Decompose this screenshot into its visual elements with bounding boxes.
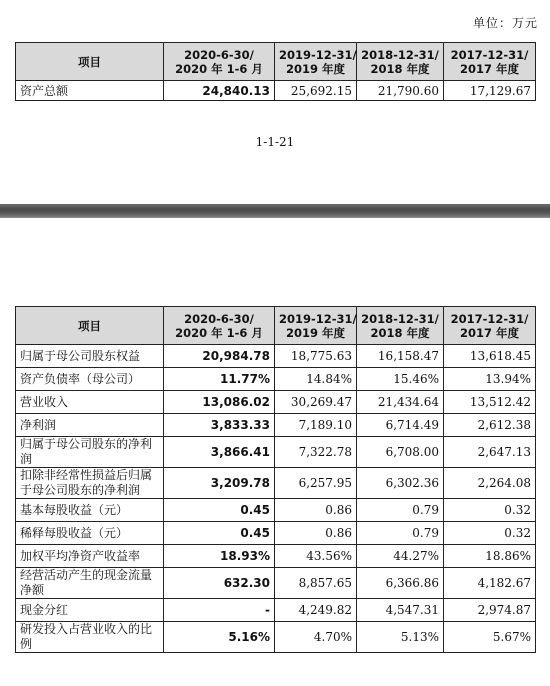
table-row <box>16 345 536 368</box>
value-2017: 2,264.08 <box>444 468 536 499</box>
header-2020-line1: 2020-6-30/ <box>184 311 254 326</box>
value-2017: 2,612.38 <box>444 414 536 437</box>
row-label: 营业收入 <box>16 391 164 414</box>
table-row <box>16 368 536 391</box>
header-2020-line2: 2020 年 1-6 月 <box>175 61 263 76</box>
table-row <box>16 437 536 468</box>
header-2018-line1: 2018-12-31/ <box>361 311 439 326</box>
value-2020: 13,086.02 <box>164 391 275 414</box>
value-2017: 0.32 <box>444 499 536 522</box>
header-item: 项目 <box>16 43 164 81</box>
value-2020: 632.30 <box>164 568 275 599</box>
value-2017: 0.32 <box>444 522 536 545</box>
row-label: 归属于母公司股东的净利润 <box>16 437 164 468</box>
table-header-row <box>16 307 536 345</box>
value-2017: 5.67% <box>444 622 536 653</box>
value-2018: 21,434.64 <box>357 391 444 414</box>
value-2018: 0.79 <box>357 499 444 522</box>
table-row <box>16 522 536 545</box>
header-2018 <box>357 307 444 345</box>
value-2018: 6,708.00 <box>357 437 444 468</box>
row-label: 现金分红 <box>16 599 164 622</box>
row-label: 归属于母公司股东权益 <box>16 345 164 368</box>
value-2018: 4,547.31 <box>357 599 444 622</box>
header-item: 项目 <box>16 307 164 345</box>
header-2017-line1: 2017-12-31/ <box>450 47 529 62</box>
page-divider <box>0 204 550 218</box>
row-label: 稀释每股收益（元） <box>16 522 164 545</box>
value-2017: 2,647.13 <box>444 437 536 468</box>
value-2020: 0.45 <box>164 522 275 545</box>
row-label: 资产负债率（母公司） <box>16 368 164 391</box>
value-2018: 6,714.49 <box>357 414 444 437</box>
value-2020: 3,833.33 <box>164 414 275 437</box>
value-2017: 13,512.42 <box>444 391 536 414</box>
value-2019: 43.56% <box>275 545 357 568</box>
header-2019 <box>275 43 357 81</box>
value-2019: 0.86 <box>275 499 357 522</box>
row-label: 净利润 <box>16 414 164 437</box>
unit-label: 单位：万元 <box>472 16 538 30</box>
header-2020 <box>164 43 275 81</box>
table-row <box>16 545 536 568</box>
header-2020 <box>164 307 275 345</box>
header-2019-line2: 2019 年度 <box>285 61 345 76</box>
value-2017: 13,618.45 <box>444 345 536 368</box>
table-row <box>16 568 536 599</box>
value-2020: - <box>164 599 275 622</box>
header-2019-line2: 2019 年度 <box>285 325 345 340</box>
table-header-row <box>16 43 536 81</box>
header-2017-line1: 2017-12-31/ <box>450 311 529 326</box>
value-2018: 5.13% <box>357 622 444 653</box>
value-2017: 4,182.67 <box>444 568 536 599</box>
value-2018: 44.27% <box>357 545 444 568</box>
value-2019: 18,775.63 <box>275 345 357 368</box>
key-financial-indicators-table <box>15 306 536 653</box>
value-2020: 11.77% <box>164 368 275 391</box>
header-2017 <box>444 307 536 345</box>
value-2020: 18.93% <box>164 545 275 568</box>
value-2019: 7,322.78 <box>275 437 357 468</box>
header-2017 <box>444 43 536 81</box>
row-label: 研发投入占营业收入的比例 <box>16 622 164 653</box>
row-label: 经营活动产生的现金流量净额 <box>16 568 164 599</box>
value-2018: 6,302.36 <box>357 468 444 499</box>
value-2017: 13.94% <box>444 368 536 391</box>
value-2020: 3,209.78 <box>164 468 275 499</box>
value-2018: 0.79 <box>357 522 444 545</box>
value-2020: 5.16% <box>164 622 275 653</box>
table-row <box>16 391 536 414</box>
table-row <box>16 468 536 499</box>
table-row <box>16 414 536 437</box>
value-2020: 20,984.78 <box>164 345 275 368</box>
value-2019: 14.84% <box>275 368 357 391</box>
value-2017: 2,974.87 <box>444 599 536 622</box>
header-2020-line2: 2020 年 1-6 月 <box>175 325 263 340</box>
value-2020: 24,840.13 <box>164 81 275 101</box>
row-label: 资产总额 <box>16 81 164 101</box>
header-2018 <box>357 43 444 81</box>
value-2019: 4.70% <box>275 622 357 653</box>
value-2019: 4,249.82 <box>275 599 357 622</box>
value-2017: 18.86% <box>444 545 536 568</box>
row-label: 基本每股收益（元） <box>16 499 164 522</box>
value-2020: 3,866.41 <box>164 437 275 468</box>
header-2017-line2: 2017 年度 <box>459 325 519 340</box>
value-2019: 30,269.47 <box>275 391 357 414</box>
value-2018: 16,158.47 <box>357 345 444 368</box>
value-2018: 21,790.60 <box>357 81 444 101</box>
value-2019: 7,189.10 <box>275 414 357 437</box>
header-2018-line1: 2018-12-31/ <box>361 47 439 62</box>
table-row <box>16 499 536 522</box>
header-2019-line1: 2019-12-31/ <box>279 311 357 326</box>
value-2019: 6,257.95 <box>275 468 357 499</box>
header-2017-line2: 2017 年度 <box>459 61 519 76</box>
total-assets-table <box>15 42 536 101</box>
header-2018-line2: 2018 年度 <box>370 325 430 340</box>
page-number: 1-1-21 <box>255 135 295 149</box>
value-2018: 15.46% <box>357 368 444 391</box>
table-row <box>16 599 536 622</box>
value-2019: 25,692.15 <box>275 81 357 101</box>
header-2019 <box>275 307 357 345</box>
value-2017: 17,129.67 <box>444 81 536 101</box>
value-2020: 0.45 <box>164 499 275 522</box>
value-2019: 0.86 <box>275 522 357 545</box>
header-2018-line2: 2018 年度 <box>370 61 430 76</box>
row-label: 加权平均净资产收益率 <box>16 545 164 568</box>
row-label: 扣除非经常性损益后归属于母公司股东的净利润 <box>16 468 164 499</box>
header-2020-line1: 2020-6-30/ <box>184 47 254 62</box>
value-2019: 8,857.65 <box>275 568 357 599</box>
header-2019-line1: 2019-12-31/ <box>279 47 357 62</box>
value-2018: 6,366.86 <box>357 568 444 599</box>
table-row <box>16 81 536 101</box>
table-row <box>16 622 536 653</box>
